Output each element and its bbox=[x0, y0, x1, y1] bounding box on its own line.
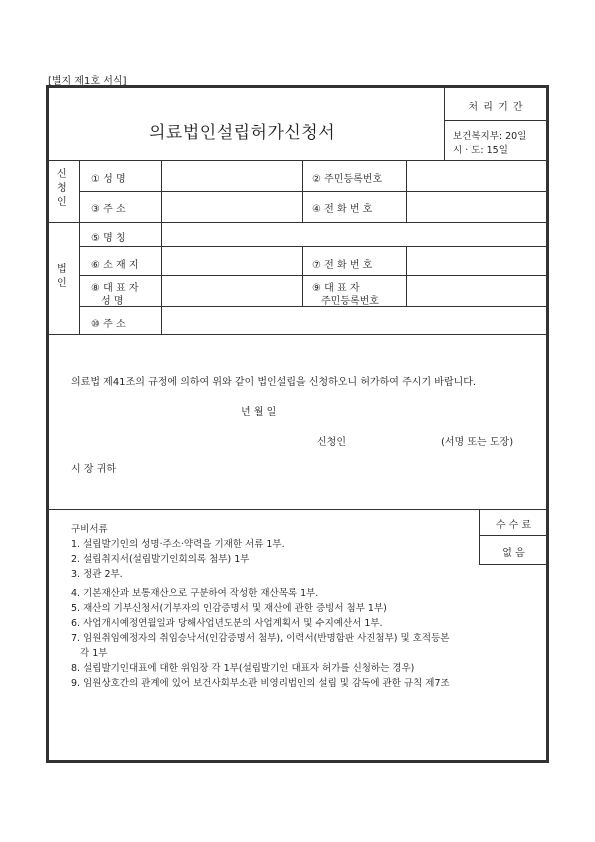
applicant-address-label: ③ 주 소 bbox=[91, 204, 126, 215]
document-item: 6. 사업개시예정연월일과 당해사업년도분의 사업계획서 및 수지예산서 1부. bbox=[71, 618, 383, 629]
addressee: 시 장 귀하 bbox=[71, 464, 116, 475]
document-item: 4. 기본재산과 보통재산으로 구분하여 작성한 재산목록 1부. bbox=[71, 588, 319, 599]
rep-name-label-2: 성 명 bbox=[101, 296, 124, 307]
corporation-section-label: 법 인 bbox=[57, 264, 67, 289]
rep-address-label: ⑩ 주 소 bbox=[91, 319, 126, 330]
form-label: [별지 제1호 서식] bbox=[48, 76, 127, 87]
rep-rrn-label-1: ⑨ 대 표 자 bbox=[312, 283, 360, 294]
rep-name-label-1: ⑧ 대 표 자 bbox=[91, 283, 139, 294]
fee-value: 없 음 bbox=[502, 548, 525, 559]
application-statement: 의료법 제41조의 규정에 의하여 위와 같이 법인설립을 신청하오니 허가하여 주시기 바랍니다. bbox=[71, 377, 477, 388]
applicant-phone-label: ④ 전 화 번 호 bbox=[312, 204, 373, 215]
document-item: 9. 임원상호간의 관계에 있어 보건사회부소관 비영리법인의 설립 및 감독에 관한 규칙 제7조 bbox=[71, 678, 450, 689]
date-line: 년 월 일 bbox=[241, 407, 277, 418]
form-title: 의료법인설립허가신청서 bbox=[149, 123, 336, 143]
fee-header: 수 수 료 bbox=[495, 520, 532, 531]
document-item: 7. 임원취임예정자의 취임승낙서(인감증명서 첨부), 이력서(반명함판 사진첨부) 및 호적등본 bbox=[71, 633, 450, 644]
processing-period-header: 처 리 기 간 bbox=[468, 102, 524, 113]
rep-rrn-label-2: 주민등록번호 bbox=[321, 296, 379, 307]
corporation-name-label: ⑤ 명 칭 bbox=[91, 233, 126, 244]
document-item: 1. 설립발기인의 성명·주소·약력을 기재한 서류 1부. bbox=[71, 539, 285, 550]
document-item: 2. 설립취지서(설립발기인회의록 첨부) 1부 bbox=[71, 554, 250, 565]
form-body bbox=[48, 87, 547, 761]
document-item: 각 1부 bbox=[71, 648, 108, 659]
processing-period-city: 시 · 도: 15일 bbox=[453, 145, 508, 156]
document-item: 8. 설립발기인대표에 대한 위임장 각 1부(설립발기인 대표자 허가를 신청하는 경우) bbox=[71, 663, 415, 674]
corporation-location-label: ⑥ 소 재 지 bbox=[91, 260, 139, 271]
applicant-rrn-label: ② 주민등록번호 bbox=[312, 174, 383, 185]
document-item: 3. 정관 2부. bbox=[71, 569, 123, 580]
applicant-name-label: ① 성 명 bbox=[91, 174, 126, 185]
required-documents-header: 구비서류 bbox=[71, 524, 108, 535]
document-item: 5. 재산의 기부신청서(기부자의 인감증명서 및 재산에 관한 증빙서 첨부 1부) bbox=[71, 603, 387, 614]
signature-note: (서명 또는 도장) bbox=[441, 437, 514, 448]
applicant-section-label: 신 청 인 bbox=[57, 169, 67, 208]
processing-period-ministry: 보건복지부: 20일 bbox=[453, 131, 527, 142]
corporation-phone-label: ⑦ 전 화 번 호 bbox=[312, 260, 373, 271]
applicant-signature-label: 신청인 bbox=[317, 437, 346, 448]
